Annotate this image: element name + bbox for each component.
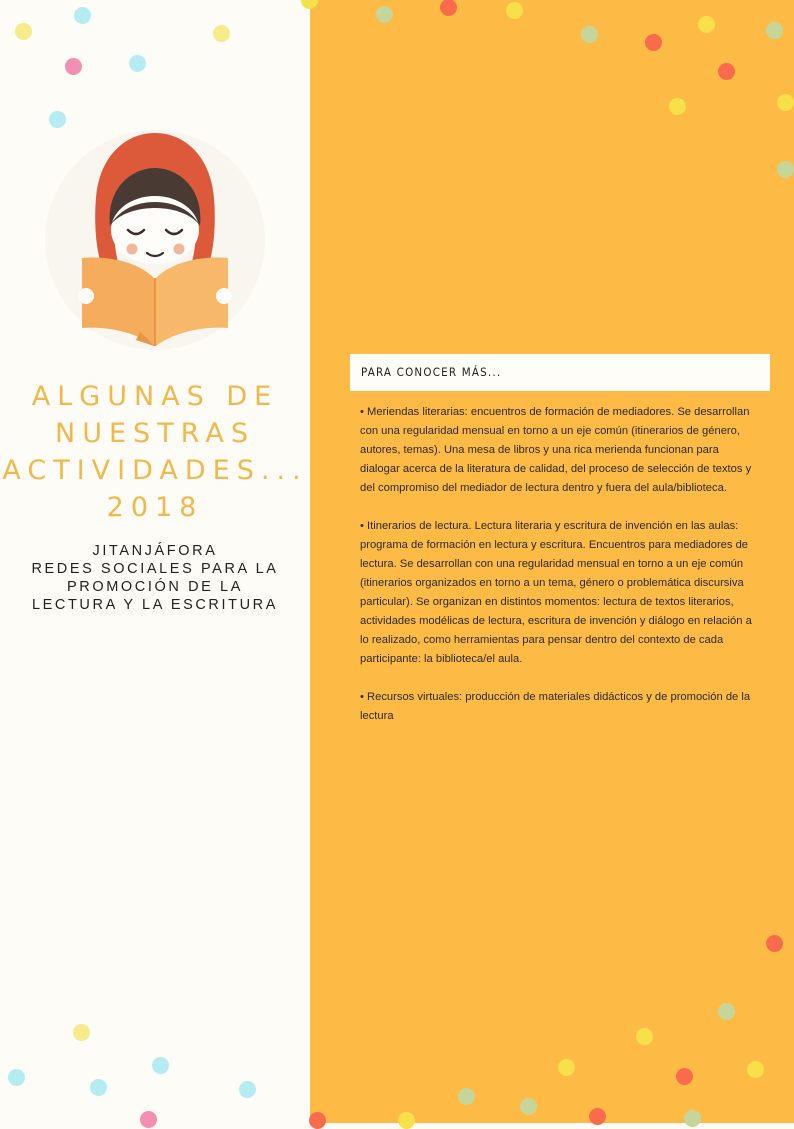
confetti-dot	[589, 1108, 606, 1125]
confetti-dot	[152, 1057, 169, 1074]
confetti-dot	[766, 22, 783, 39]
confetti-dot	[558, 1059, 575, 1076]
confetti-dot	[718, 63, 735, 80]
confetti-dot	[309, 1112, 326, 1129]
confetti-dot	[8, 1069, 25, 1086]
subtitle-line: REDES SOCIALES PARA LA	[31, 561, 279, 577]
confetti-dot	[684, 1110, 701, 1127]
activity-paragraph: • Recursos virtuales: producción de materiales didácticos y de promoción de la lectura	[360, 691, 751, 722]
confetti-dot	[65, 58, 82, 75]
confetti-dot	[140, 1111, 157, 1128]
right-cheek	[174, 244, 185, 255]
confetti-dot	[766, 935, 783, 952]
confetti-dot	[458, 1088, 475, 1105]
title-line: NUESTRAS	[55, 418, 255, 449]
confetti-dot	[676, 1068, 693, 1085]
section-heading: PARA CONOCER MÁS...	[350, 354, 770, 391]
confetti-dot	[129, 55, 146, 72]
girl-reading-book-icon	[44, 128, 266, 353]
confetti-dot	[520, 1098, 537, 1115]
confetti-dot	[49, 111, 66, 128]
subtitle-line: PROMOCIÓN DE LA	[67, 579, 243, 595]
confetti-dot	[669, 98, 686, 115]
confetti-dot	[645, 34, 662, 51]
title-line: ACTIVIDADES...	[2, 455, 308, 486]
confetti-dot	[506, 2, 523, 19]
confetti-dot	[15, 23, 32, 40]
confetti-dot	[213, 25, 230, 42]
activity-paragraph: • Meriendas literarias: encuentros de formación de mediadores. Se desarrollan con una regularidad mensual en torno a un eje común (itinerarios de género, autores, temas). Una mesa de libros y una rica merienda funcionan para dialogar acerca de la literatura de calidad, del proceso de selección de textos y del compromiso del mediador de lectura dentro y fuera del aula/biblioteca.	[360, 406, 752, 494]
confetti-dot	[90, 1079, 107, 1096]
confetti-dot	[398, 1112, 415, 1129]
confetti-dot	[747, 1061, 764, 1078]
activities-text	[360, 403, 758, 745]
right-hand	[216, 288, 232, 304]
subtitle	[0, 542, 310, 614]
title-line: 2018	[106, 492, 204, 523]
confetti-dot	[239, 1081, 256, 1098]
confetti-dot	[636, 1028, 653, 1045]
confetti-dot	[74, 7, 91, 24]
confetti-dot	[698, 16, 715, 33]
title-line: ALGUNAS DE	[31, 381, 279, 412]
confetti-dot	[777, 161, 794, 178]
confetti-dot	[581, 26, 598, 43]
subtitle-line: JITANJÁFORA	[92, 543, 218, 559]
confetti-dot	[777, 94, 794, 111]
confetti-dot	[376, 6, 393, 23]
left-cheek	[127, 244, 138, 255]
confetti-dot	[73, 1024, 90, 1041]
subtitle-line: LECTURA Y LA ESCRITURA	[31, 597, 279, 613]
confetti-dot	[718, 1003, 735, 1020]
left-hand	[78, 288, 94, 304]
activity-paragraph: • Itinerarios de lectura. Lectura literaria y escritura de invención en las aulas: programa de formación en lectura y escritura. Encuentros para mediadores de lectura. Se desarrollan con una regularidad mensual en torno a un eje común (itinerarios organizados en torno a un tema, género o problemática discursiva particular). Se organizan en distintos momentos: lectura de textos literarios, actividades modélicas de lectura, escritura de invención y diálogo en relación a lo realizado, como herramientas para pensar dentro del contexto de cada participante: la biblioteca/el aula.	[360, 520, 752, 665]
page-title	[0, 378, 310, 526]
